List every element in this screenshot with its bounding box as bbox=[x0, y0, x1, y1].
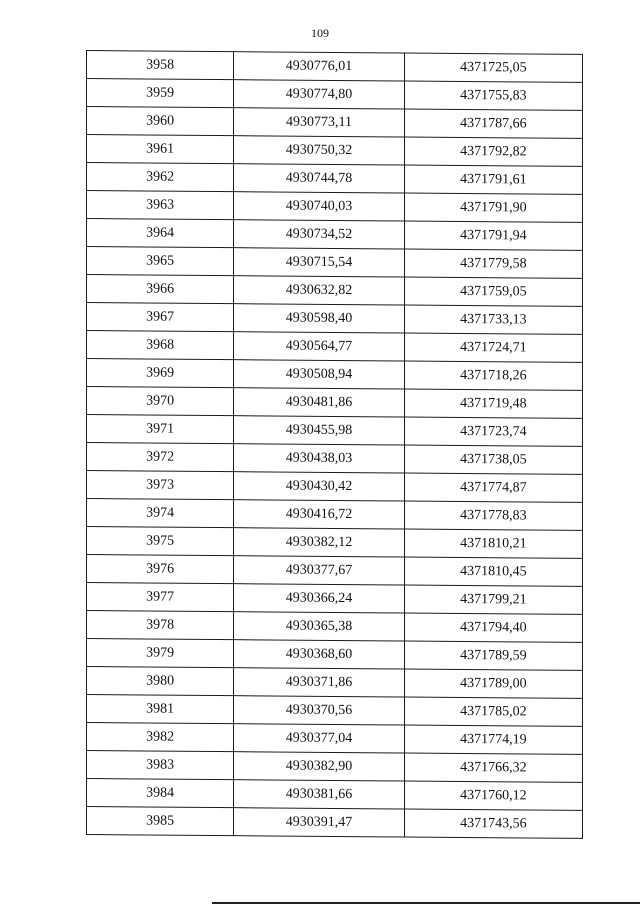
point-number-cell: 3958 bbox=[87, 51, 234, 80]
y-coordinate-cell: 4371725,05 bbox=[404, 53, 582, 82]
table-row bbox=[87, 583, 583, 615]
table-row bbox=[87, 723, 583, 755]
y-coordinate-cell: 4371724,71 bbox=[404, 333, 582, 362]
table-row bbox=[87, 387, 583, 419]
point-number-cell: 3979 bbox=[87, 639, 234, 668]
x-coordinate-cell: 4930438,03 bbox=[234, 444, 404, 473]
point-number-cell: 3963 bbox=[87, 191, 234, 220]
table-row bbox=[87, 751, 583, 783]
point-number-cell: 3984 bbox=[87, 779, 234, 808]
table-row bbox=[87, 51, 583, 83]
point-number-cell: 3969 bbox=[87, 359, 234, 388]
x-coordinate-cell: 4930382,90 bbox=[234, 752, 404, 781]
x-coordinate-cell: 4930377,67 bbox=[234, 556, 404, 585]
point-number-cell: 3967 bbox=[87, 303, 234, 332]
point-number-cell: 3980 bbox=[87, 667, 234, 696]
point-number-cell: 3974 bbox=[87, 499, 234, 528]
y-coordinate-cell: 4371792,82 bbox=[404, 137, 582, 166]
point-number-cell: 3982 bbox=[87, 723, 234, 752]
y-coordinate-cell: 4371778,83 bbox=[404, 501, 582, 530]
table-row bbox=[87, 555, 583, 587]
y-coordinate-cell: 4371789,59 bbox=[404, 641, 582, 670]
x-coordinate-cell: 4930416,72 bbox=[234, 500, 404, 529]
table-row bbox=[87, 219, 583, 251]
x-coordinate-cell: 4930430,42 bbox=[234, 472, 404, 501]
coordinates-table bbox=[86, 50, 583, 839]
x-coordinate-cell: 4930366,24 bbox=[234, 584, 404, 613]
page-number: 109 bbox=[311, 26, 329, 40]
y-coordinate-cell: 4371743,56 bbox=[404, 809, 582, 838]
y-coordinate-cell: 4371791,61 bbox=[404, 165, 582, 194]
table-row bbox=[87, 247, 583, 279]
point-number-cell: 3973 bbox=[87, 471, 234, 500]
y-coordinate-cell: 4371787,66 bbox=[404, 109, 582, 138]
x-coordinate-cell: 4930598,40 bbox=[234, 304, 404, 333]
x-coordinate-cell: 4930377,04 bbox=[234, 724, 404, 753]
x-coordinate-cell: 4930391,47 bbox=[234, 808, 404, 837]
table-row bbox=[87, 807, 583, 839]
table-row bbox=[87, 359, 583, 391]
table-row bbox=[87, 695, 583, 727]
point-number-cell: 3977 bbox=[87, 583, 234, 612]
x-coordinate-cell: 4930773,11 bbox=[234, 108, 404, 137]
y-coordinate-cell: 4371774,19 bbox=[404, 725, 582, 754]
table-row bbox=[87, 471, 583, 503]
table-row bbox=[87, 499, 583, 531]
table-row bbox=[87, 639, 583, 671]
point-number-cell: 3978 bbox=[87, 611, 234, 640]
x-coordinate-cell: 4930371,86 bbox=[234, 668, 404, 697]
x-coordinate-cell: 4930744,78 bbox=[234, 164, 404, 193]
y-coordinate-cell: 4371785,02 bbox=[404, 697, 582, 726]
point-number-cell: 3985 bbox=[87, 807, 234, 836]
table-row bbox=[87, 163, 583, 195]
bottom-rule bbox=[212, 902, 640, 904]
table-row bbox=[87, 527, 583, 559]
x-coordinate-cell: 4930740,03 bbox=[234, 192, 404, 221]
table-row bbox=[87, 191, 583, 223]
x-coordinate-cell: 4930564,77 bbox=[234, 332, 404, 361]
x-coordinate-cell: 4930508,94 bbox=[234, 360, 404, 389]
y-coordinate-cell: 4371779,58 bbox=[404, 249, 582, 278]
y-coordinate-cell: 4371791,94 bbox=[404, 221, 582, 250]
table-row bbox=[87, 135, 583, 167]
x-coordinate-cell: 4930381,66 bbox=[234, 780, 404, 809]
table-row bbox=[87, 303, 583, 335]
y-coordinate-cell: 4371766,32 bbox=[404, 753, 582, 782]
x-coordinate-cell: 4930750,32 bbox=[234, 136, 404, 165]
x-coordinate-cell: 4930776,01 bbox=[234, 52, 404, 81]
table-row bbox=[87, 275, 583, 307]
point-number-cell: 3964 bbox=[87, 219, 234, 248]
y-coordinate-cell: 4371755,83 bbox=[404, 81, 582, 110]
x-coordinate-cell: 4930365,38 bbox=[234, 612, 404, 641]
table-row bbox=[87, 331, 583, 363]
x-coordinate-cell: 4930382,12 bbox=[234, 528, 404, 557]
point-number-cell: 3975 bbox=[87, 527, 234, 556]
x-coordinate-cell: 4930368,60 bbox=[234, 640, 404, 669]
y-coordinate-cell: 4371733,13 bbox=[404, 305, 582, 334]
table-row bbox=[87, 611, 583, 643]
x-coordinate-cell: 4930734,52 bbox=[234, 220, 404, 249]
x-coordinate-cell: 4930632,82 bbox=[234, 276, 404, 305]
y-coordinate-cell: 4371718,26 bbox=[404, 361, 582, 390]
x-coordinate-cell: 4930774,80 bbox=[234, 80, 404, 109]
point-number-cell: 3961 bbox=[87, 135, 234, 164]
point-number-cell: 3983 bbox=[87, 751, 234, 780]
y-coordinate-cell: 4371810,21 bbox=[404, 529, 582, 558]
point-number-cell: 3970 bbox=[87, 387, 234, 416]
point-number-cell: 3976 bbox=[87, 555, 234, 584]
table-row bbox=[87, 415, 583, 447]
table-row bbox=[87, 107, 583, 139]
y-coordinate-cell: 4371791,90 bbox=[404, 193, 582, 222]
y-coordinate-cell: 4371719,48 bbox=[404, 389, 582, 418]
y-coordinate-cell: 4371723,74 bbox=[404, 417, 582, 446]
y-coordinate-cell: 4371799,21 bbox=[404, 585, 582, 614]
y-coordinate-cell: 4371738,05 bbox=[404, 445, 582, 474]
point-number-cell: 3962 bbox=[87, 163, 234, 192]
table-row bbox=[87, 443, 583, 475]
coordinates-table-body bbox=[87, 51, 583, 839]
y-coordinate-cell: 4371794,40 bbox=[404, 613, 582, 642]
point-number-cell: 3966 bbox=[87, 275, 234, 304]
y-coordinate-cell: 4371760,12 bbox=[404, 781, 582, 810]
point-number-cell: 3981 bbox=[87, 695, 234, 724]
x-coordinate-cell: 4930370,56 bbox=[234, 696, 404, 725]
point-number-cell: 3959 bbox=[87, 79, 234, 108]
point-number-cell: 3971 bbox=[87, 415, 234, 444]
table-row bbox=[87, 79, 583, 111]
x-coordinate-cell: 4930481,86 bbox=[234, 388, 404, 417]
point-number-cell: 3965 bbox=[87, 247, 234, 276]
y-coordinate-cell: 4371810,45 bbox=[404, 557, 582, 586]
point-number-cell: 3968 bbox=[87, 331, 234, 360]
point-number-cell: 3972 bbox=[87, 443, 234, 472]
y-coordinate-cell: 4371789,00 bbox=[404, 669, 582, 698]
x-coordinate-cell: 4930715,54 bbox=[234, 248, 404, 277]
table-row bbox=[87, 667, 583, 699]
y-coordinate-cell: 4371759,05 bbox=[404, 277, 582, 306]
y-coordinate-cell: 4371774,87 bbox=[404, 473, 582, 502]
x-coordinate-cell: 4930455,98 bbox=[234, 416, 404, 445]
point-number-cell: 3960 bbox=[87, 107, 234, 136]
table-row bbox=[87, 779, 583, 811]
